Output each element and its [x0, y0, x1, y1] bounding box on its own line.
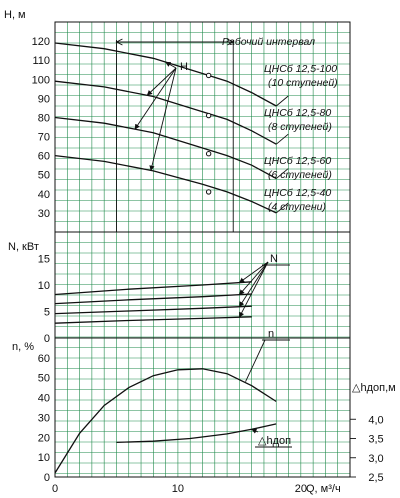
head-tick-label: 70	[37, 131, 50, 144]
x-tick-label: 10	[171, 483, 185, 495]
efficiency-tick-label: 30	[37, 412, 50, 425]
efficiency-tick-label: 10	[37, 452, 50, 465]
head-tick-label: 50	[37, 169, 50, 182]
x-tick-label: 20	[294, 483, 307, 495]
head-tick-label: 30	[37, 207, 50, 220]
bep-point-1	[206, 113, 210, 117]
power-tick-label: 5	[43, 306, 50, 319]
series-leader-0	[276, 96, 288, 106]
x-axis-label: Q, м³/ч	[306, 483, 341, 495]
working-interval-label: Рабочий интервал	[222, 36, 316, 48]
npsh-tick-label: 3,0	[368, 452, 384, 465]
head-tick-label: 40	[37, 188, 50, 201]
npsh-curve-0	[117, 424, 277, 443]
power-tick-label: 0	[43, 333, 50, 345]
efficiency-tick-label: 50	[37, 372, 50, 385]
series-name-100: ЦНСб 12,5-100	[264, 63, 338, 75]
npsh-curve-label: △hдоп	[258, 435, 292, 447]
npsh-tick-label: 4,0	[368, 414, 384, 427]
head-curves-label: H	[180, 61, 188, 73]
npsh-tick-label: 3,5	[368, 433, 384, 446]
tick-labels	[32, 36, 384, 495]
power-tick-label: 10	[37, 280, 50, 292]
x-tick-label: 0	[51, 483, 59, 495]
power-curves-label: N	[270, 253, 278, 265]
bep-point-3	[206, 190, 210, 194]
grid	[55, 22, 350, 477]
bep-point-2	[206, 152, 210, 156]
series-sub-40: (4 ступени)	[268, 201, 327, 213]
head-axis-label: H, м	[4, 9, 26, 21]
series-leader-1	[276, 134, 288, 144]
series-name-40: ЦНСб 12,5-40	[264, 187, 332, 199]
head-tick-label: 90	[37, 93, 50, 106]
efficiency-axis-label: n, %	[12, 341, 35, 353]
head-tick-label: 60	[37, 150, 50, 163]
efficiency-leader	[246, 340, 265, 382]
efficiency-tick-label: 40	[37, 392, 50, 405]
head-tick-label: 110	[32, 55, 50, 68]
head-tick-label: 120	[31, 36, 50, 49]
series-name-80: ЦНСб 12,5-80	[264, 107, 332, 119]
bep-point-0	[206, 73, 210, 77]
power-axis-label: N, кВт	[8, 241, 39, 253]
efficiency-curve-label: n	[268, 328, 275, 340]
plot-layer	[55, 39, 356, 477]
head-tick-label: 100	[31, 74, 50, 87]
series-name-60: ЦНСб 12,5-60	[264, 155, 332, 167]
series-sub-60: (6 ступеней)	[268, 169, 332, 181]
npsh-tick-label: 2,5	[368, 472, 384, 484]
head-pointer-3	[151, 68, 176, 170]
efficiency-tick-label: 0	[43, 472, 50, 484]
power-tick-label: 15	[37, 253, 50, 266]
npsh-axis-label: △hдоп,м	[352, 382, 396, 394]
series-sub-100: (10 ступеней)	[268, 77, 338, 89]
head-tick-label: 80	[37, 112, 50, 125]
series-sub-80: (8 ступеней)	[268, 121, 332, 133]
efficiency-tick-label: 20	[37, 432, 50, 445]
head-pointer-1	[147, 68, 176, 95]
efficiency-tick-label: 60	[37, 352, 50, 365]
